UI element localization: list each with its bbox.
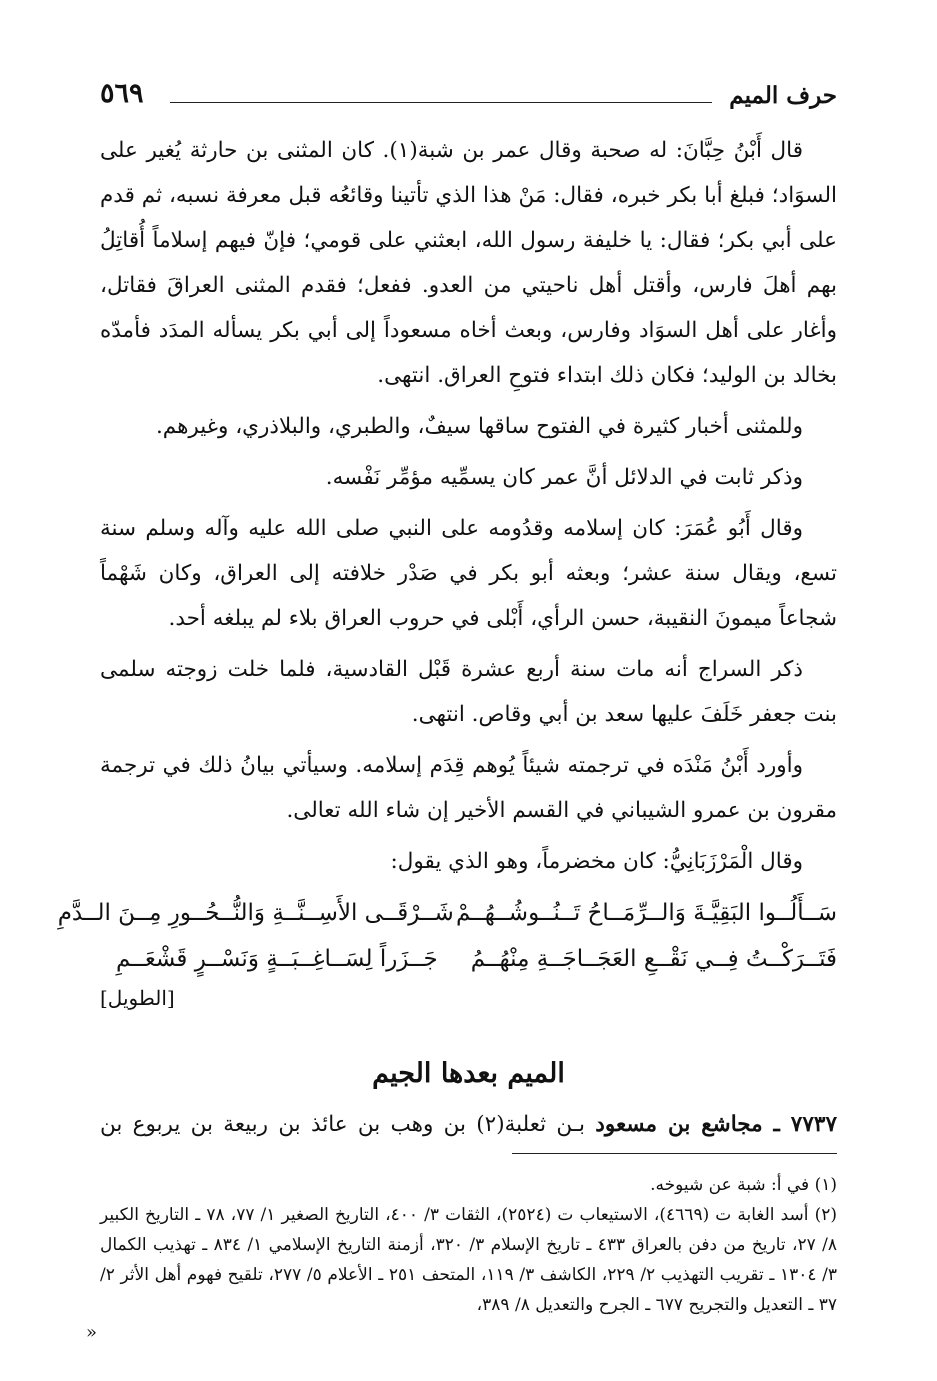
footnotes xyxy=(100,1170,837,1320)
page-number: ٥٦٩ xyxy=(100,78,144,109)
page-header xyxy=(100,78,837,118)
entry-number-name: ٧٧٣٧ ـ مجاشع بن مسعود xyxy=(595,1112,837,1137)
poem-verse xyxy=(57,890,837,936)
paragraph: وقال الْمَرْزَبَانِيُّ: كان مخضرماً، وهو الذي يقول: xyxy=(390,849,803,874)
footnote-rule xyxy=(512,1153,837,1154)
poem-meter: [الطويل] xyxy=(100,986,175,1010)
verse-first-hemistich: سَــأَلُــوا البَقِيَّـةَ وَالــرِّمَــاحُ تَــنُــوشُــهُــمْ xyxy=(455,900,837,926)
paragraph: وأورد أَبْنُ مَنْدَه في ترجمته شيئاً يُوهم قِدَم إسلامه. وسيأتي بيانُ ذلك في ترجمة مقرون بن عمرو الشيباني في القسم الأخير إن شاء الله تعالى. xyxy=(100,753,837,823)
running-title: حرف الميم xyxy=(729,82,837,109)
entry-lineage: بـن ثعلبة(٢) بن وهب بن عائذ بن ربيعة بن يربوع بن xyxy=(100,1112,585,1137)
poem-verse xyxy=(100,936,837,982)
section-heading: الميم بعدها الجيم xyxy=(372,1058,565,1089)
paragraph: وذكر ثابت في الدلائل أنَّ عمر كان يسمِّيه مؤمِّر نَفْسه. xyxy=(325,465,803,490)
paragraph: وقال أَبُو عُمَرَ: كان إسلامه وقدُومه على النبي صلى الله عليه وآله وسلم سنة تسع، ويقال سنة عشر؛ وبعثه أبو بكر في صَدْر خلافته إلى العراق، وكان شَهْماً شجاعاً ميمونَ النقيبة، حسن الرأي، أَبْلى في حروب العراق بلاء لم يبلغه أحد. xyxy=(100,516,837,631)
verse-first-hemistich: فَتَــرَكْــتُ فِــي نَقْــعِ العَجَــاجَــةِ مِنْهُــمُ xyxy=(470,946,837,972)
footnote: (٢) أسد الغابة ت (٤٦٦٩)، الاستيعاب ت (٢٥٢٤)، الثقات ٣/ ٤٠٠، التاريخ الصغير ١/ ٧٧، ٧٨ ـ التاريخ الكبير ٨/ ٢٧، تاريخ من دفن بالعراق ٤٣٣ ـ تاريخ الإسلام ٣/ ٣٢٠، أزمنة التاريخ الإسلامي ١/ ٨٣٤ ـ تهذيب الكمال ٣/ ١٣٠٤ ـ تقريب التهذيب ٢/ ٢٢٩، الكاشف ٣/ ١١٩، المتحف ٢٥١ ـ الأعلام ٥/ ٢٧٧، تلقيح فهوم أهل الأثر ٢/ ٣٧ ـ التعديل والتجريح ٦٧٧ ـ الجرح والتعديل ٨/ ٣٨٩، xyxy=(100,1205,838,1315)
header-rule xyxy=(170,102,712,103)
continuation-mark: « xyxy=(86,1322,98,1343)
main-text xyxy=(57,128,837,1147)
footnote: (١) في أ: شبة عن شيوخه. xyxy=(650,1175,837,1195)
paragraph: ذكر السراج أنه مات سنة أربع عشرة قَبْل القادسية، فلما خلت زوجته سلمى بنت جعفر خَلَفَ عليها سعد بن أبي وقاص. انتهى. xyxy=(100,657,837,727)
biography-entry xyxy=(100,1102,837,1147)
verse-second-hemistich: جَــزَراً لِسَــاغِــبَــةٍ وَنَسْــرٍ قَشْعَــمِ xyxy=(116,946,438,972)
verse-second-hemistich: شَــرْقَــى الأَسِــنَّــةِ وَالنُّــحُــورِ مِــنَ الــدَّمِ xyxy=(57,900,454,926)
poem xyxy=(57,890,837,1014)
paragraph: قال أَبْنُ حِبَّانَ: له صحبة وقال عمر بن شبة(١). كان المثنى بن حارثة يُغير على السوَاد؛ فبلغ أبا بكر خبره، فقال: مَنْ هذا الذي تأتينا وقائعُه قبل معرفة نسبه، ثم قدم على أبي بكر؛ فقال: يا خليفة رسول الله، ابعثني على قومي؛ فإنّ فيهم إسلاماً أُقاتِلُ بهم أهلَ فارس، وأقتل أهل ناحيتي من العدو. ففعل؛ فقدم المثنى العراقَ فقاتل، وأغار على أهل السوَاد وفارس، وبعث أخاه مسعوداً إلى أبي بكر يسأله المدَد فأمدّه بخالد بن الوليد؛ فكان ذلك ابتداء فتوحِ العراق. انتهى. xyxy=(100,138,837,388)
paragraph: وللمثنى أخبار كثيرة في الفتوح ساقها سيفٌ، والطبري، والبلاذري، وغيرهم. xyxy=(155,414,803,439)
